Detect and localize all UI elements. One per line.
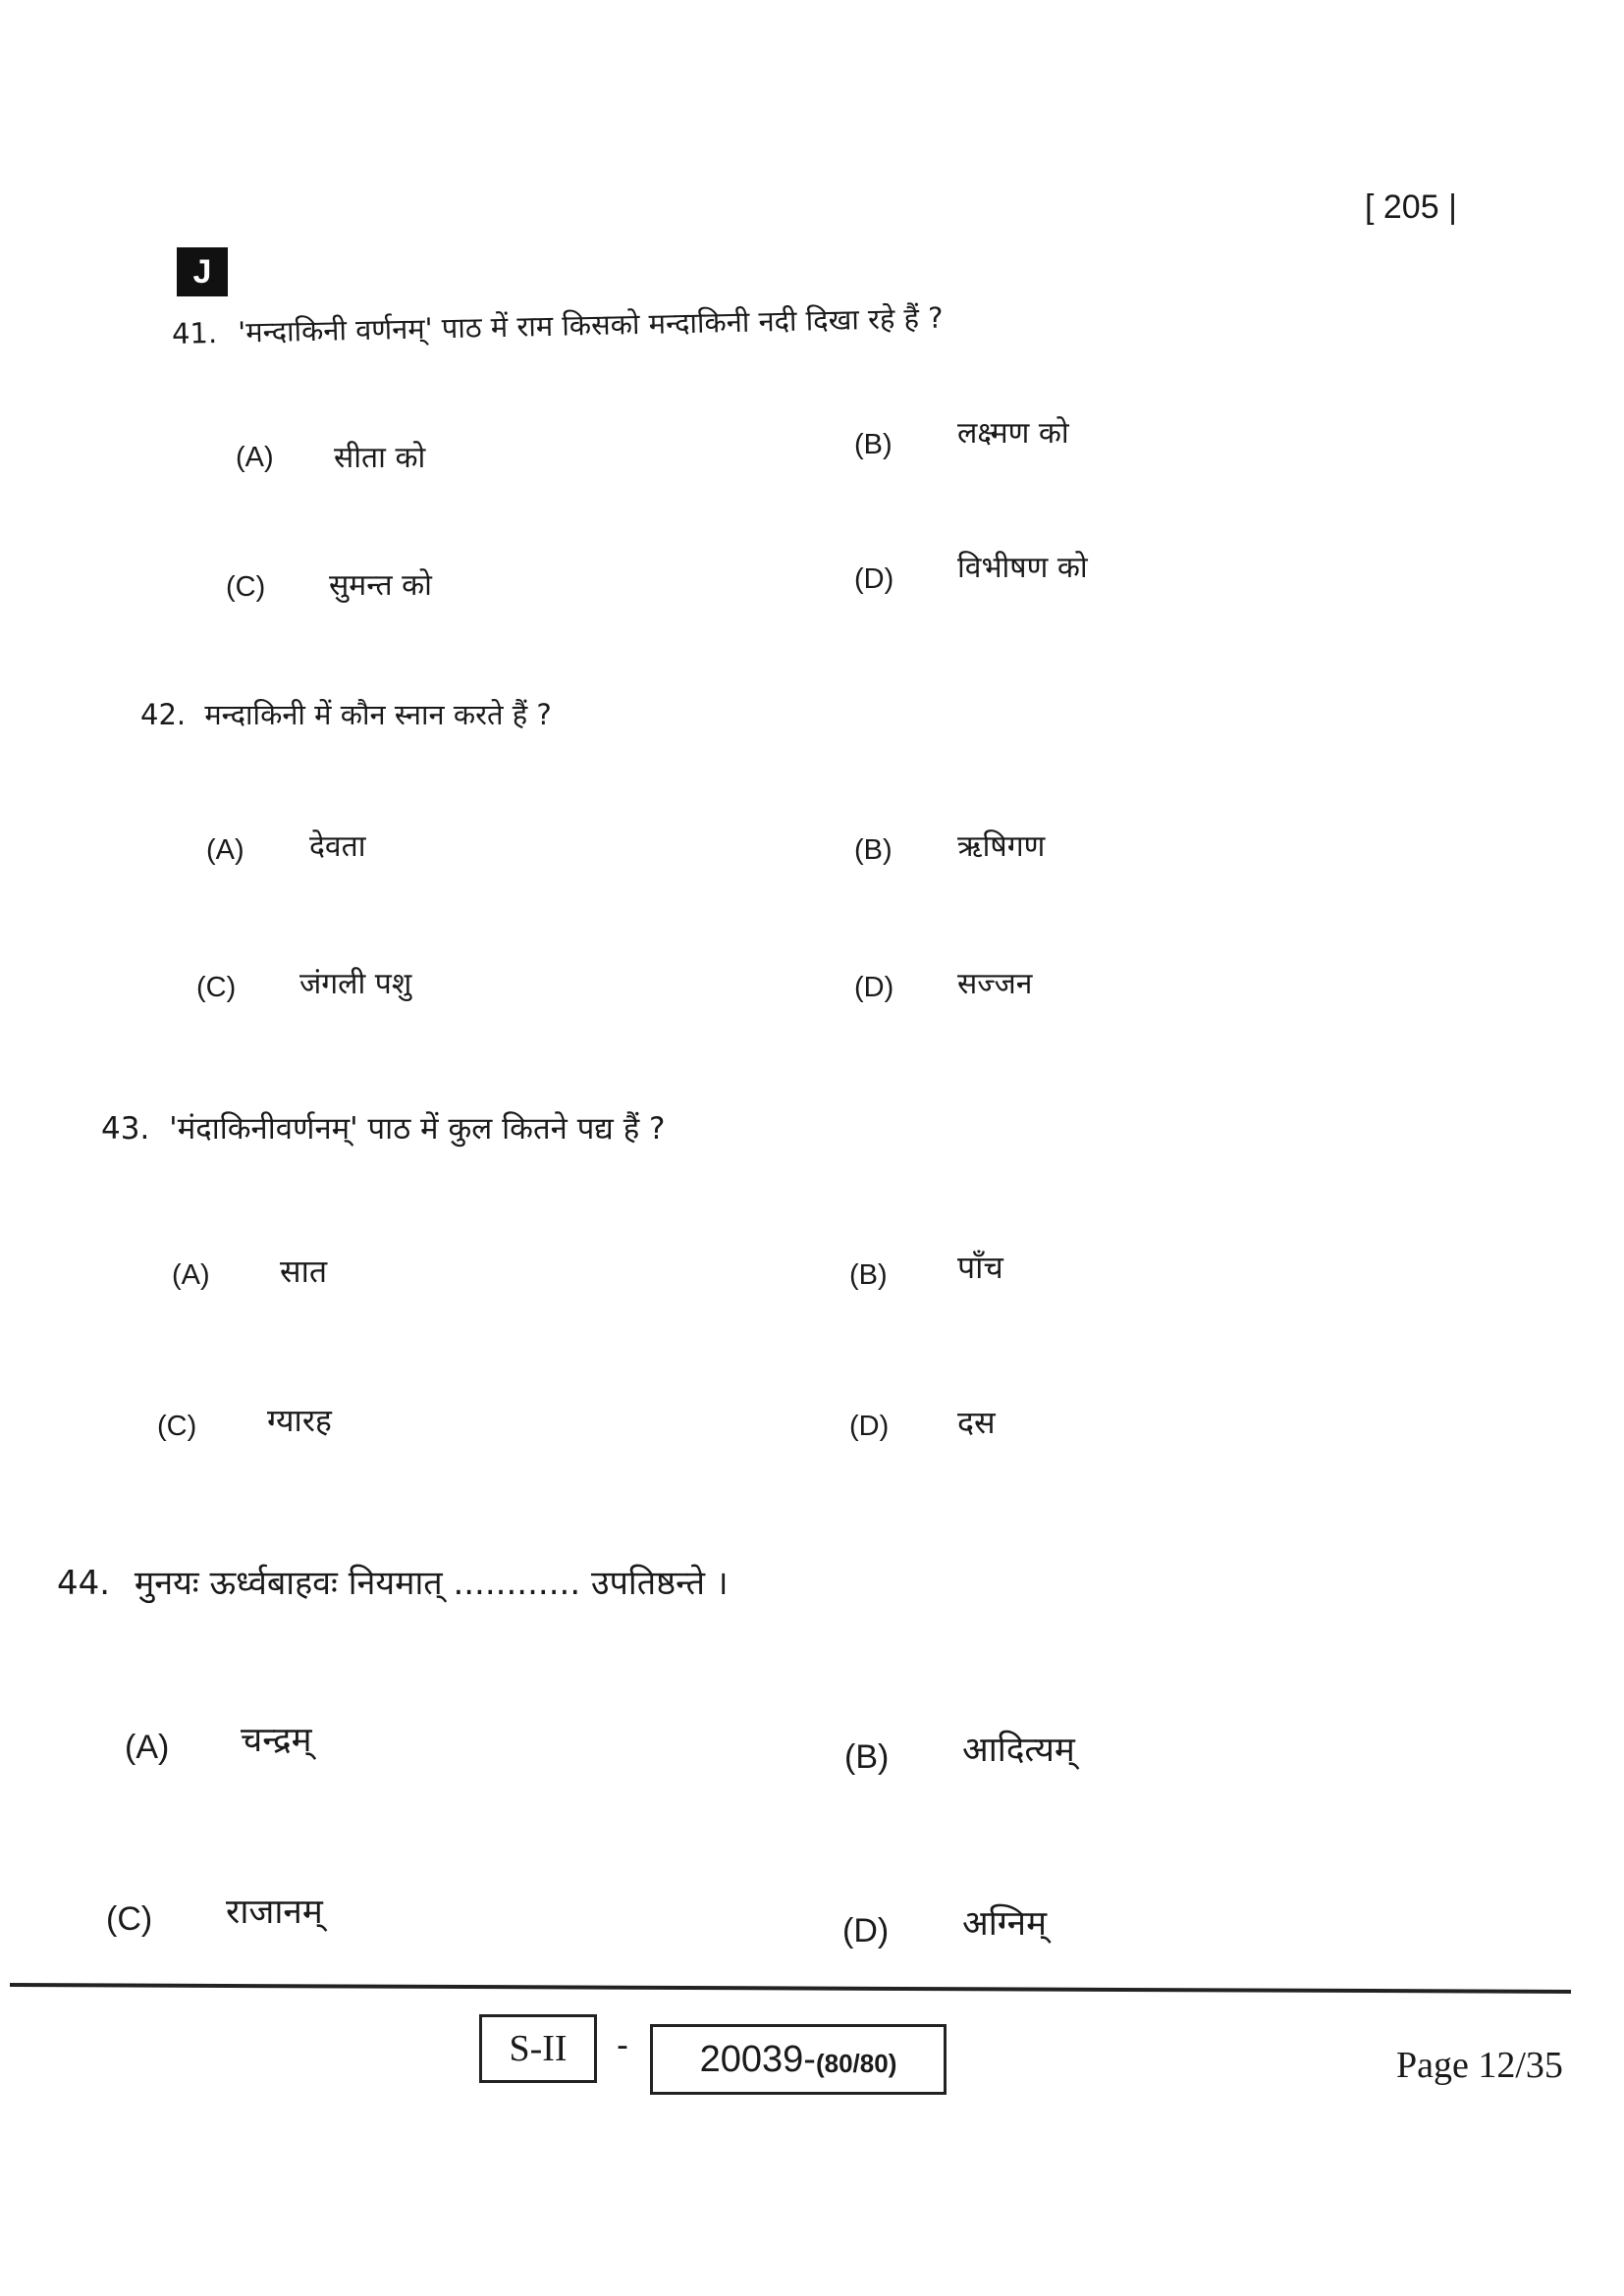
question-number: 41. — [171, 316, 218, 350]
option-label: (C) — [196, 972, 237, 1003]
option-text: आदित्यम् — [962, 1731, 1075, 1770]
question-number: 44. — [57, 1564, 111, 1603]
option-label: (B) — [854, 834, 893, 866]
option-label: (B) — [854, 429, 893, 460]
option-a[interactable] — [125, 1721, 312, 1767]
code-box — [650, 2024, 947, 2095]
option-label: (C) — [226, 571, 266, 603]
question-text: 'मंदाकिनीवर्णनम्' पाठ में कुल कितने पद्य हैं ? — [169, 1111, 666, 1147]
question-41 — [172, 298, 944, 352]
option-label: (A) — [206, 834, 244, 866]
option-text: विभीषण को — [957, 551, 1088, 585]
option-label: (D) — [854, 972, 894, 1003]
paper-code: 20039- — [699, 2038, 816, 2080]
paper-code-suffix: (80/80) — [815, 2048, 897, 2078]
option-text: सुमन्त को — [329, 568, 432, 603]
question-number: 43. — [101, 1111, 150, 1147]
option-c[interactable] — [157, 1402, 332, 1443]
option-text: दस — [957, 1404, 996, 1441]
option-c[interactable] — [106, 1893, 323, 1939]
question-number: 42. — [140, 698, 187, 731]
option-a[interactable] — [236, 441, 426, 475]
question-43 — [101, 1107, 665, 1148]
option-b[interactable] — [849, 1249, 1003, 1292]
option-text: सीता को — [334, 441, 426, 475]
question-text: मुनयः ऊर्ध्वबाहवः नियमात् ............ उपतिष्ठन्ते । — [134, 1564, 729, 1603]
option-a[interactable] — [206, 829, 366, 867]
option-label: (D) — [854, 563, 894, 595]
option-label: (A) — [125, 1729, 170, 1766]
option-c[interactable] — [226, 568, 432, 604]
set-badge: J — [177, 247, 228, 296]
option-text: देवता — [309, 829, 366, 864]
option-b[interactable] — [854, 829, 1046, 867]
option-c[interactable] — [196, 967, 412, 1004]
option-label: (B) — [849, 1259, 888, 1291]
option-d[interactable] — [854, 551, 1088, 596]
option-text: ग्यारह — [267, 1402, 332, 1439]
question-42 — [140, 695, 552, 733]
option-text: जंगली पशु — [299, 967, 412, 1001]
footer-dash: - — [617, 2024, 628, 2064]
option-text: पाँच — [957, 1249, 1003, 1286]
option-a[interactable] — [172, 1253, 328, 1292]
option-text: सज्जन — [957, 967, 1033, 1001]
page-reference: [ 205 | — [1365, 188, 1457, 226]
option-text: ऋषिगण — [957, 829, 1046, 864]
question-text: 'मन्दाकिनी वर्णनम्' पाठ में राम किसको मन्दाकिनी नदी दिखा रहे हैं ? — [237, 300, 944, 349]
option-text: चन्द्रम् — [241, 1721, 312, 1760]
option-b[interactable] — [844, 1731, 1075, 1777]
option-label: (A) — [236, 442, 274, 473]
option-label: (D) — [849, 1411, 890, 1442]
page-number: Page 12/35 — [1396, 2045, 1563, 2086]
option-label: (A) — [172, 1259, 210, 1291]
option-label: (C) — [106, 1900, 153, 1938]
question-text: मन्दाकिनी में कौन स्नान करते हैं ? — [204, 698, 552, 731]
option-label: (C) — [157, 1411, 197, 1442]
option-d[interactable] — [854, 967, 1033, 1004]
option-text: लक्ष्मण को — [957, 416, 1069, 451]
option-label: (D) — [842, 1912, 890, 1949]
option-d[interactable] — [842, 1904, 1047, 1950]
series-box: S-II — [479, 2014, 597, 2083]
option-label: (B) — [844, 1738, 890, 1776]
option-text: राजानम् — [226, 1893, 323, 1932]
footer-divider — [10, 1983, 1571, 1994]
option-b[interactable] — [854, 416, 1069, 461]
option-text: अग्निम् — [962, 1904, 1047, 1944]
question-44 — [57, 1559, 729, 1604]
option-d[interactable] — [849, 1404, 996, 1443]
option-text: सात — [280, 1253, 328, 1290]
